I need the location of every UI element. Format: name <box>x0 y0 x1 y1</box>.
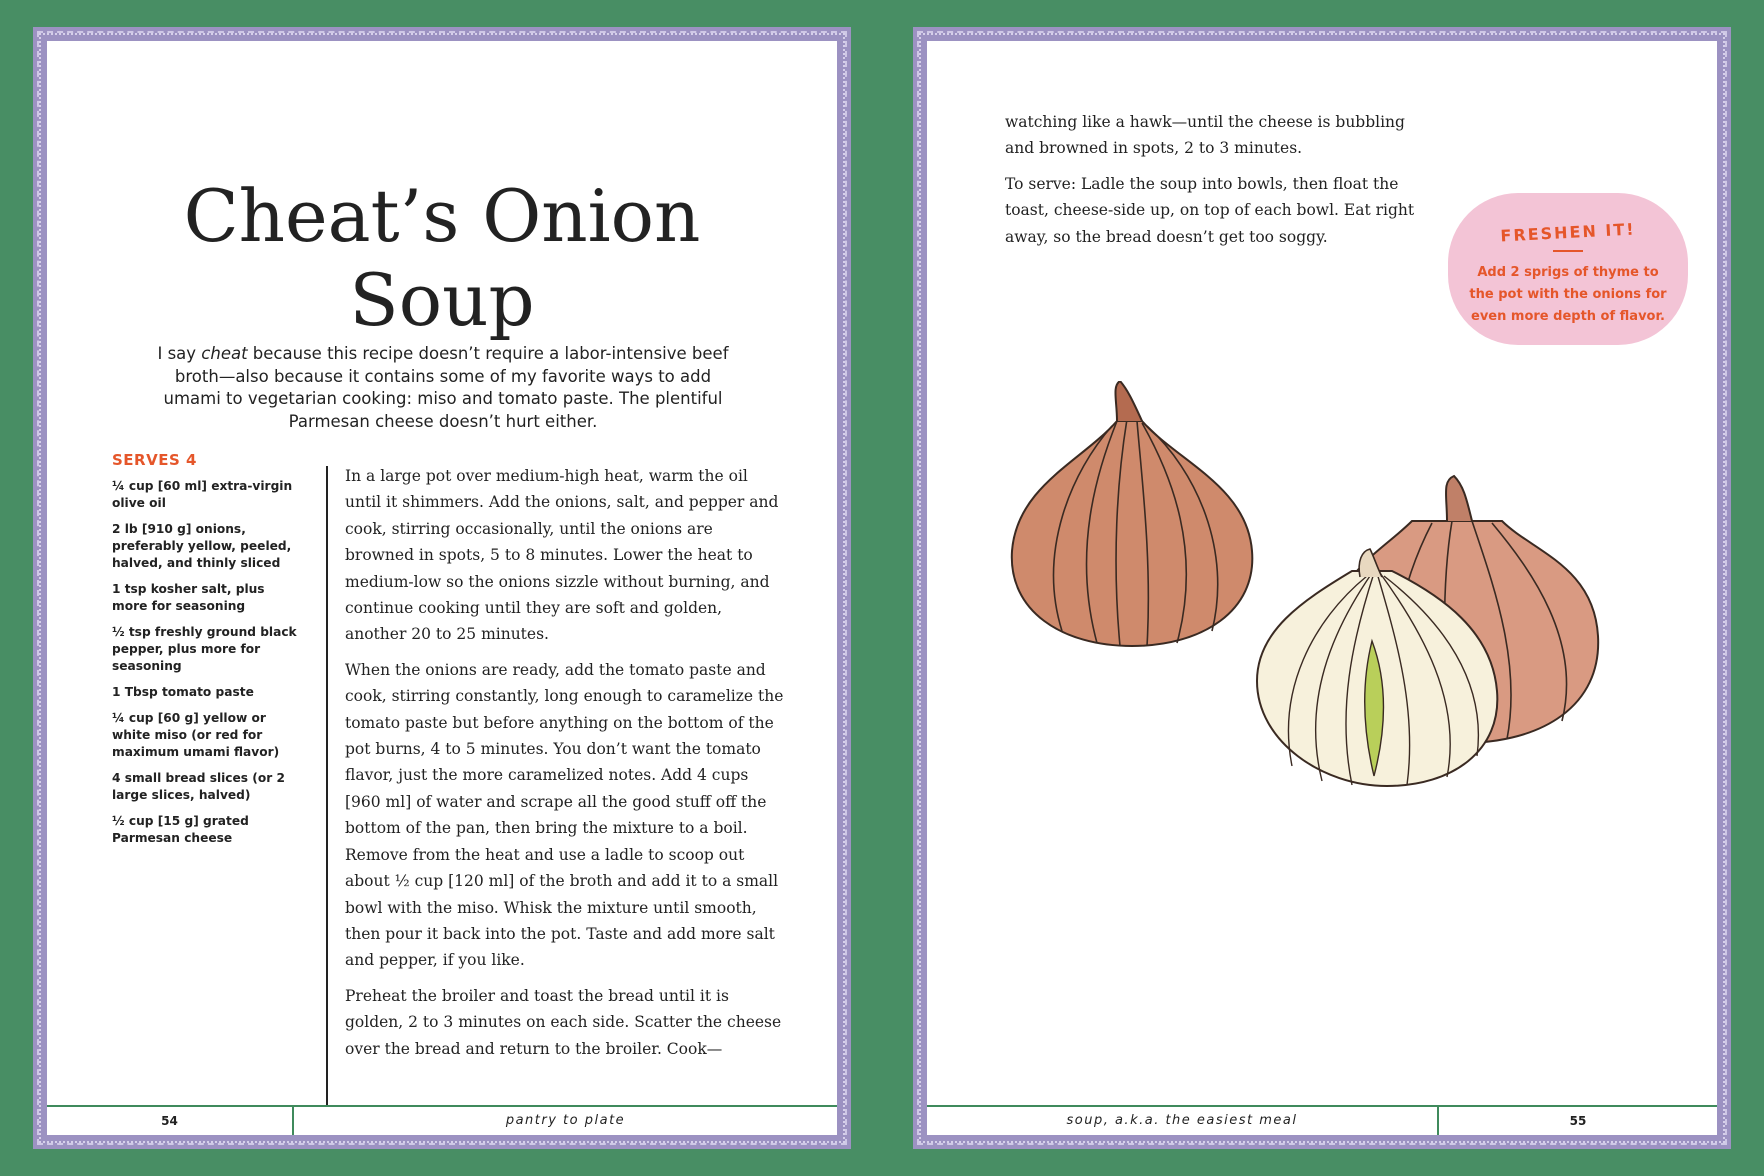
ingredient-item: ¼ cup [60 ml] extra-virgin olive oil <box>112 479 293 510</box>
intro-emphasis: cheat <box>201 344 248 363</box>
method-paragraph: watching like a hawk—until the cheese is bubbling and browned in spots, 2 to 3 minutes. <box>1005 113 1405 158</box>
left-footer <box>47 1105 837 1135</box>
ingredient-item: 1 tsp kosher salt, plus more for seasoning <box>112 582 265 613</box>
onions-illustration <box>1002 381 1612 801</box>
column-divider <box>326 466 328 1106</box>
left-page <box>33 27 851 1149</box>
intro-text-start: I say <box>157 344 202 363</box>
intro-text-end: because this recipe doesn’t require a labor-intensive beef broth—also because it contains some of my favorite ways to add umami to vegetarian cooking: miso and tomato paste. The plentiful Parmesan cheese doesn’t hurt either. <box>163 344 729 431</box>
page-number: 54 <box>161 1114 178 1128</box>
tip-rule <box>1553 250 1583 252</box>
ingredient-item: 2 lb [910 g] onions, preferably yellow, peeled, halved, and thinly sliced <box>112 522 292 570</box>
title-line-2: Soup <box>349 258 535 342</box>
ingredient-item: ½ tsp freshly ground black pepper, plus more for seasoning <box>112 625 297 673</box>
ingredient-item: ½ cup [15 g] grated Parmesan cheese <box>112 814 249 845</box>
whole-onion-left <box>1012 381 1253 646</box>
method-text <box>345 463 785 1071</box>
serves-label: SERVES 4 <box>112 451 197 469</box>
method-paragraph: When the onions are ready, add the tomato paste and cook, stirring constantly, long enough to caramelize the tomato paste but before anything on the bottom of the pot burns, 4 to 5 minutes. You don’t want the tomato flavor, just the more caramelized notes. Add 4 cups [960 ml] of water and scrape all the good stuff off the bottom of the pan, then bring the mixture to a boil. Remove from the heat and use a ladle to scoop out about ½ cup [120 ml] of the broth and add it to a small bowl with the miso. Whisk the mixture until smooth, then pour it back into the pot. Taste and add more salt and pepper, if you like. <box>345 660 784 970</box>
ingredient-item: ¼ cup [60 g] yellow or white miso (or red for maximum umami flavor) <box>112 711 280 759</box>
page-number: 55 <box>1569 1114 1587 1128</box>
method-paragraph: In a large pot over medium-high heat, warm the oil until it shimmers. Add the onions, salt, and pepper and cook, stirring occasionally, until the onions are browned in spots, 5 to 8 minutes. Lower the heat to medium-low so the onions sizzle without burning, and continue cooking until they are soft and golden, another 20 to 25 minutes. <box>345 467 779 644</box>
running-head: soup, a.k.a. the easiest meal <box>1066 1113 1298 1128</box>
ingredient-item: 4 small bread slices (or 2 large slices, halved) <box>112 771 285 802</box>
right-page <box>913 27 1731 1149</box>
right-page-frame <box>927 41 1717 1135</box>
tip-title: FRESHEN IT! <box>1500 219 1636 246</box>
recipe-intro <box>157 343 729 433</box>
method-paragraph: Preheat the broiler and toast the bread until it is golden, 2 to 3 minutes on each side. Scatter the cheese over the bread and return to the broiler. Cook— <box>345 986 782 1058</box>
right-footer <box>927 1105 1717 1135</box>
recipe-title <box>47 174 837 342</box>
ingredient-item: 1 Tbsp tomato paste <box>112 685 254 699</box>
running-head: pantry to plate <box>505 1113 626 1128</box>
title-line-1: Cheat’s Onion <box>183 174 701 258</box>
method-paragraph: To serve: Ladle the soup into bowls, then float the toast, cheese-side up, on top of each bowl. Eat right away, so the bread doesn’t get too soggy. <box>1005 174 1415 246</box>
method-continued <box>1005 109 1435 259</box>
left-page-frame <box>47 41 837 1135</box>
freshen-it-tip <box>1448 193 1688 345</box>
ingredient-list <box>112 478 302 856</box>
tip-body: Add 2 sprigs of thyme to the pot with the onions for even more depth of flavor. <box>1469 265 1667 324</box>
